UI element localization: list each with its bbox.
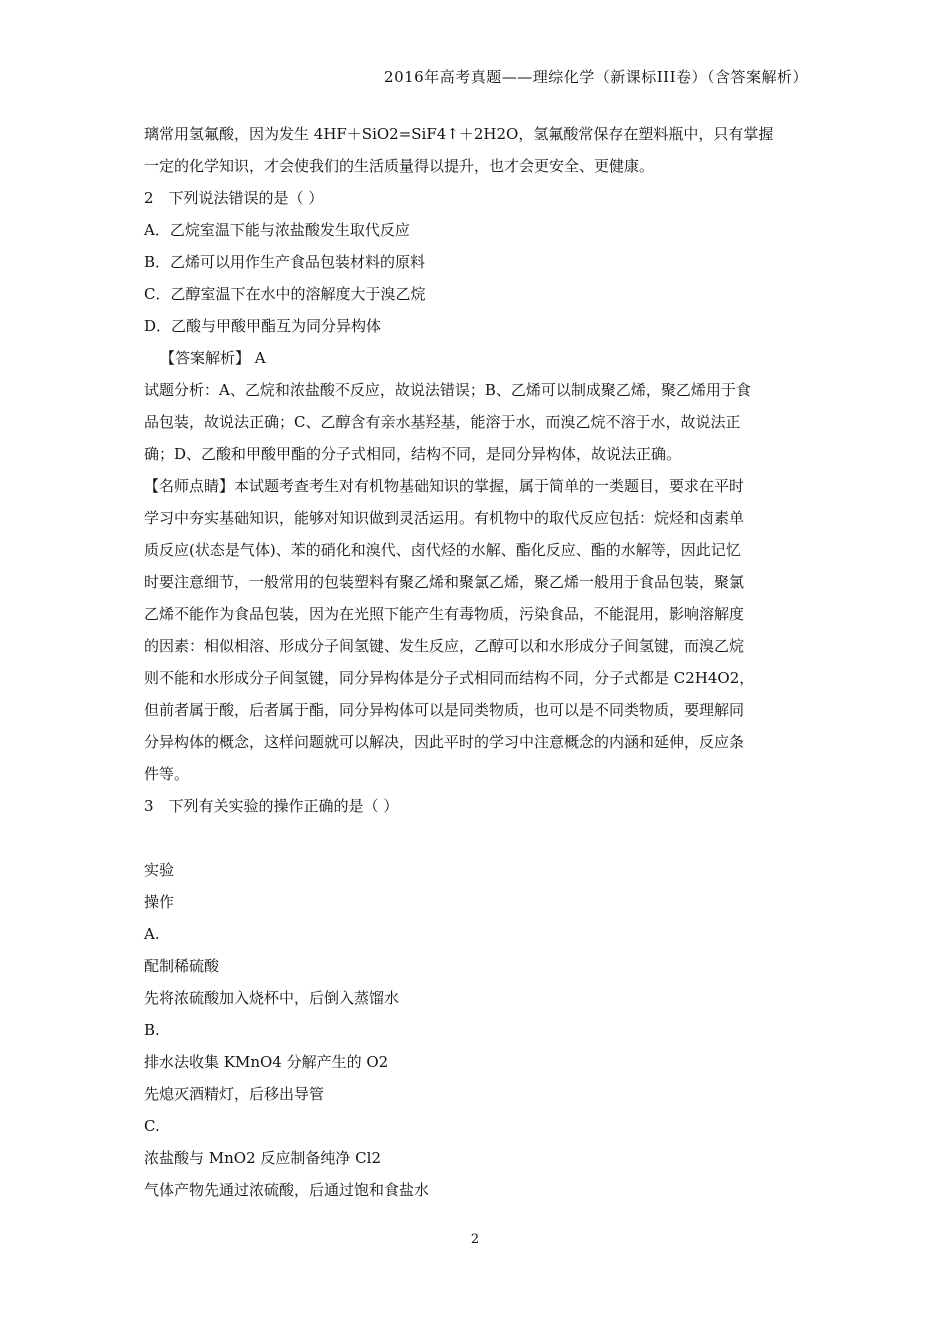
tips-line: 的因素：相似相溶、形成分子间氢键、发生反应，乙醇可以和水形成分子间氢键，而溴乙烷 — [144, 637, 745, 655]
option-c: C．乙醇室温下在水中的溶解度大于溴乙烷 — [144, 285, 426, 303]
table-cell: C. — [144, 1117, 160, 1135]
table-cell: 气体产物先通过浓硫酸，后通过饱和食盐水 — [144, 1181, 430, 1199]
table-cell: B. — [144, 1021, 160, 1039]
tips-line: 时要注意细节，一般常用的包装塑料有聚乙烯和聚氯乙烯，聚乙烯一般用于食品包装，聚氯 — [144, 573, 745, 591]
table-cell: A. — [144, 925, 160, 943]
analysis-line: 确；D、乙酸和甲酸甲酯的分子式相同，结构不同，是同分异构体，故说法正确。 — [144, 445, 682, 463]
analysis-line: 品包装，故说法正确；C、乙醇含有亲水基羟基，能溶于水，而溴乙烷不溶于水，故说法正 — [144, 413, 741, 431]
option-a: A．乙烷室温下能与浓盐酸发生取代反应 — [144, 221, 410, 239]
table-cell: 操作 — [144, 893, 175, 911]
answer-line: 【答案解析】 A — [160, 349, 266, 367]
question-3-stem: 3 下列有关实验的操作正确的是（ ） — [144, 797, 399, 815]
question-2-stem: 2 下列说法错误的是（ ） — [144, 189, 324, 207]
page-header: 2016年高考真题——理综化学（新课标III卷）（含答案解析） — [384, 68, 808, 86]
table-cell: 浓盐酸与 MnO2 反应制备纯净 Cl2 — [144, 1149, 381, 1167]
page-number: 2 — [470, 1232, 480, 1247]
tips-line: 学习中夯实基础知识，能够对知识做到灵活运用。有机物中的取代反应包括：烷烃和卤素单 — [144, 509, 745, 527]
option-b: B．乙烯可以用作生产食品包装材料的原料 — [144, 253, 426, 271]
tips-line: 分异构体的概念，这样问题就可以解决，因此平时的学习中注意概念的内涵和延伸，反应条 — [144, 733, 745, 751]
table-cell: 先熄灭酒精灯，后移出导管 — [144, 1085, 325, 1103]
document-body — [144, 118, 816, 1206]
table-cell: 实验 — [144, 861, 175, 879]
experiment-table — [144, 854, 816, 1206]
tips-line: 质反应(状态是气体)、苯的硝化和溴代、卤代烃的水解、酯化反应、酯的水解等，因此记忆 — [144, 541, 741, 559]
table-cell: 配制稀硫酸 — [144, 957, 220, 975]
tips-line: 【名师点睛】本试题考查考生对有机物基础知识的掌握，属于简单的一类题目，要求在平时 — [144, 477, 745, 495]
option-d: D．乙酸与甲酸甲酯互为同分异构体 — [144, 317, 382, 335]
analysis-line: 试题分析：A、乙烷和浓盐酸不反应，故说法错误；B、乙烯可以制成聚乙烯，聚乙烯用于食 — [144, 381, 751, 399]
tips-line: 乙烯不能作为食品包装，因为在光照下能产生有毒物质，污染食品，不能混用，影响溶解度 — [144, 605, 745, 623]
tips-line: 则不能和水形成分子间氢键，同分异构体是分子式相同而结构不同，分子式都是 C2H4O2， — [144, 669, 755, 687]
table-cell: 先将浓硫酸加入烧杯中，后倒入蒸馏水 — [144, 989, 400, 1007]
table-cell: 排水法收集 KMnO4 分解产生的 O2 — [144, 1053, 389, 1071]
tips-line: 件等。 — [144, 765, 190, 783]
text-line: 璃常用氢氟酸，因为发生 4HF＋SiO2=SiF4↑＋2H2O，氢氟酸常保存在塑料瓶中，只有掌握 — [144, 125, 774, 143]
text-line: 一定的化学知识，才会使我们的生活质量得以提升，也才会更安全、更健康。 — [144, 157, 655, 175]
tips-line: 但前者属于酸，后者属于酯，同分异构体可以是同类物质，也可以是不同类物质，要理解同 — [144, 701, 745, 719]
